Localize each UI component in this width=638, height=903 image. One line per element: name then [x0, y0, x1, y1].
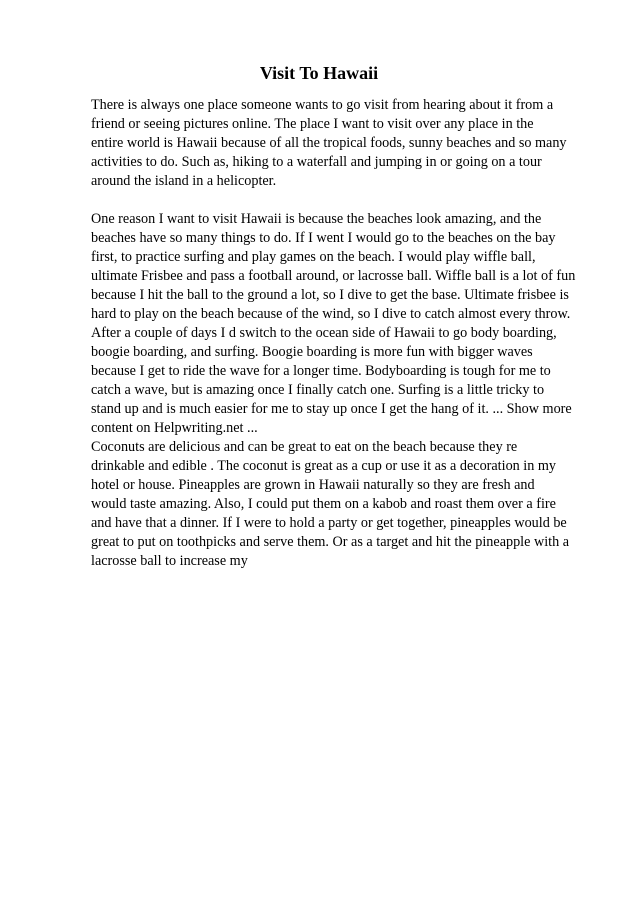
- text-line: hotel or house. Pineapples are grown in Hawaii naturally so they are fresh and: [91, 477, 535, 493]
- text-line: and have that a dinner. If I were to hold a party or get together, pineapples would be: [91, 515, 567, 531]
- text-line: content on Helpwriting.net ...: [91, 420, 258, 436]
- text-line: lacrosse ball to increase my: [91, 553, 248, 569]
- text-line: first, to practice surfing and play games on the beach. I would play wiffle ball,: [91, 249, 536, 265]
- text-line: hard to play on the beach because of the wind, so I dive to catch almost every throw.: [91, 306, 571, 322]
- document-body: [91, 96, 576, 571]
- text-line: stand up and is much easier for me to stay up once I get the hang of it. ... Show more: [91, 401, 572, 417]
- text-line: friend or seeing pictures online. The place I want to visit over any place in the: [91, 116, 534, 132]
- text-line: would taste amazing. Also, I could put them on a kabob and roast them over a fire: [91, 496, 556, 512]
- text-line: One reason I want to visit Hawaii is because the beaches look amazing, and the: [91, 211, 542, 227]
- text-line: ultimate Frisbee and pass a football around, or lacrosse ball. Wiffle ball is a lot of fun: [91, 268, 576, 284]
- text-line: because I get to ride the wave for a longer time. Bodyboarding is tough for me to: [91, 363, 551, 379]
- paragraph-foods: [91, 438, 571, 571]
- document-title: Visit To Hawaii: [259, 63, 379, 83]
- paragraph-intro: [91, 96, 571, 191]
- text-line: catch a wave, but is amazing once I finally catch one. Surfing is a little tricky to: [91, 382, 545, 398]
- text-line: great to put on toothpicks and serve them. Or as a target and hit the pineapple with a: [91, 534, 570, 550]
- text-line: activities to do. Such as, hiking to a waterfall and jumping in or going on a tour: [91, 154, 542, 170]
- paragraph-gap: [91, 191, 571, 210]
- text-line: Coconuts are delicious and can be great to eat on the beach because they re: [91, 439, 518, 455]
- text-line: because I hit the ball to the ground a lot, so I dive to get the base. Ultimate frisbee is: [91, 287, 569, 303]
- text-line: around the island in a helicopter.: [91, 173, 277, 189]
- paragraph-beaches: [91, 210, 576, 438]
- text-line: beaches have so many things to do. If I went I would go to the beaches on the bay: [91, 230, 556, 246]
- text-line: boogie boarding, and surfing. Boogie boarding is more fun with bigger waves: [91, 344, 533, 360]
- text-line: After a couple of days I d switch to the ocean side of Hawaii to go body boarding,: [91, 325, 557, 341]
- text-line: entire world is Hawaii because of all the tropical foods, sunny beaches and so many: [91, 135, 567, 151]
- text-line: drinkable and edible . The coconut is great as a cup or use it as a decoration in my: [91, 458, 557, 474]
- text-line: There is always one place someone wants to go visit from hearing about it from a: [91, 97, 554, 113]
